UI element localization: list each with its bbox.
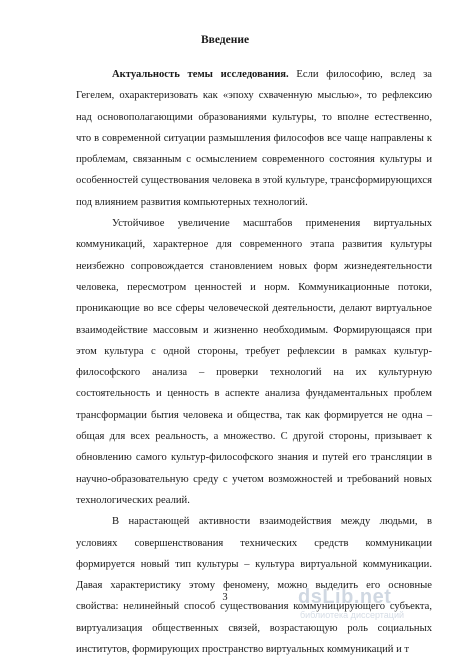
watermark-subtitle: библиотека диссертаций	[300, 610, 405, 620]
paragraph-2	[76, 213, 432, 511]
paragraph-text: Устойчивое увеличение масштабов применения виртуальных коммуникаций, характерное для современного этапа развития культуры неизбежно сопровождается становлением новых форм жизнедеятельности человека, пересмотром ценностей и норм. Коммуникационные потоки, проникающие во все сферы человеческой деятельности, делают виртуальное взаимодействие массовым и жизненно необходимым. Формирующаяся при этом культура с одной стороны, требует рефлексии в рамках культур-философского анализа – проверки технологий на их культурную состоятельность и ценность в аспекте анализа фундаментальных проблем трансформации бытия человека и общества, так как формируется не одна – общая для всех реальность, а множество. С другой стороны, призывает к обновлению самого культур-философского знания и путей его трансляции в научно-образовательную среду с учетом возможностей и требований новых технологических реалий.	[76, 218, 432, 506]
paragraph-text: Если философию, вслед за Гегелем, охарактеризовать как «эпоху схваченную мыслью», то рефлексию над основополагающими образованиями культуры, то вполне естественно, что в современной ситуации размышления философов все чаще направлены к проблемам, связанным с осмыслением современного состояния культуры и особенностей существования человека в этой культуре, трансформирующихся под влиянием развития компьютерных технологий.	[76, 69, 432, 208]
document-body	[76, 64, 432, 660]
watermark-logo: dsLib.net	[298, 586, 392, 608]
page-title: Введение	[200, 34, 250, 46]
page-number: 3	[222, 592, 228, 603]
paragraph-1	[76, 64, 432, 213]
watermark	[298, 584, 438, 622]
paragraph-text: В нарастающей активности взаимодействия между людьми, в условиях совершенствования технических средств коммуникации формируется новый тип культуры – культура виртуальной коммуникации. Давая характеристику этому феномену, можно выделить его основные свойства: нелинейный способ существования коммуницирующего субъекта, виртуализация общественных связей, возрастающую роль социальных институтов, формирующих пространство виртуальных коммуникаций и т	[76, 516, 432, 656]
paragraph-lead: Актуальность темы исследования.	[112, 69, 289, 80]
